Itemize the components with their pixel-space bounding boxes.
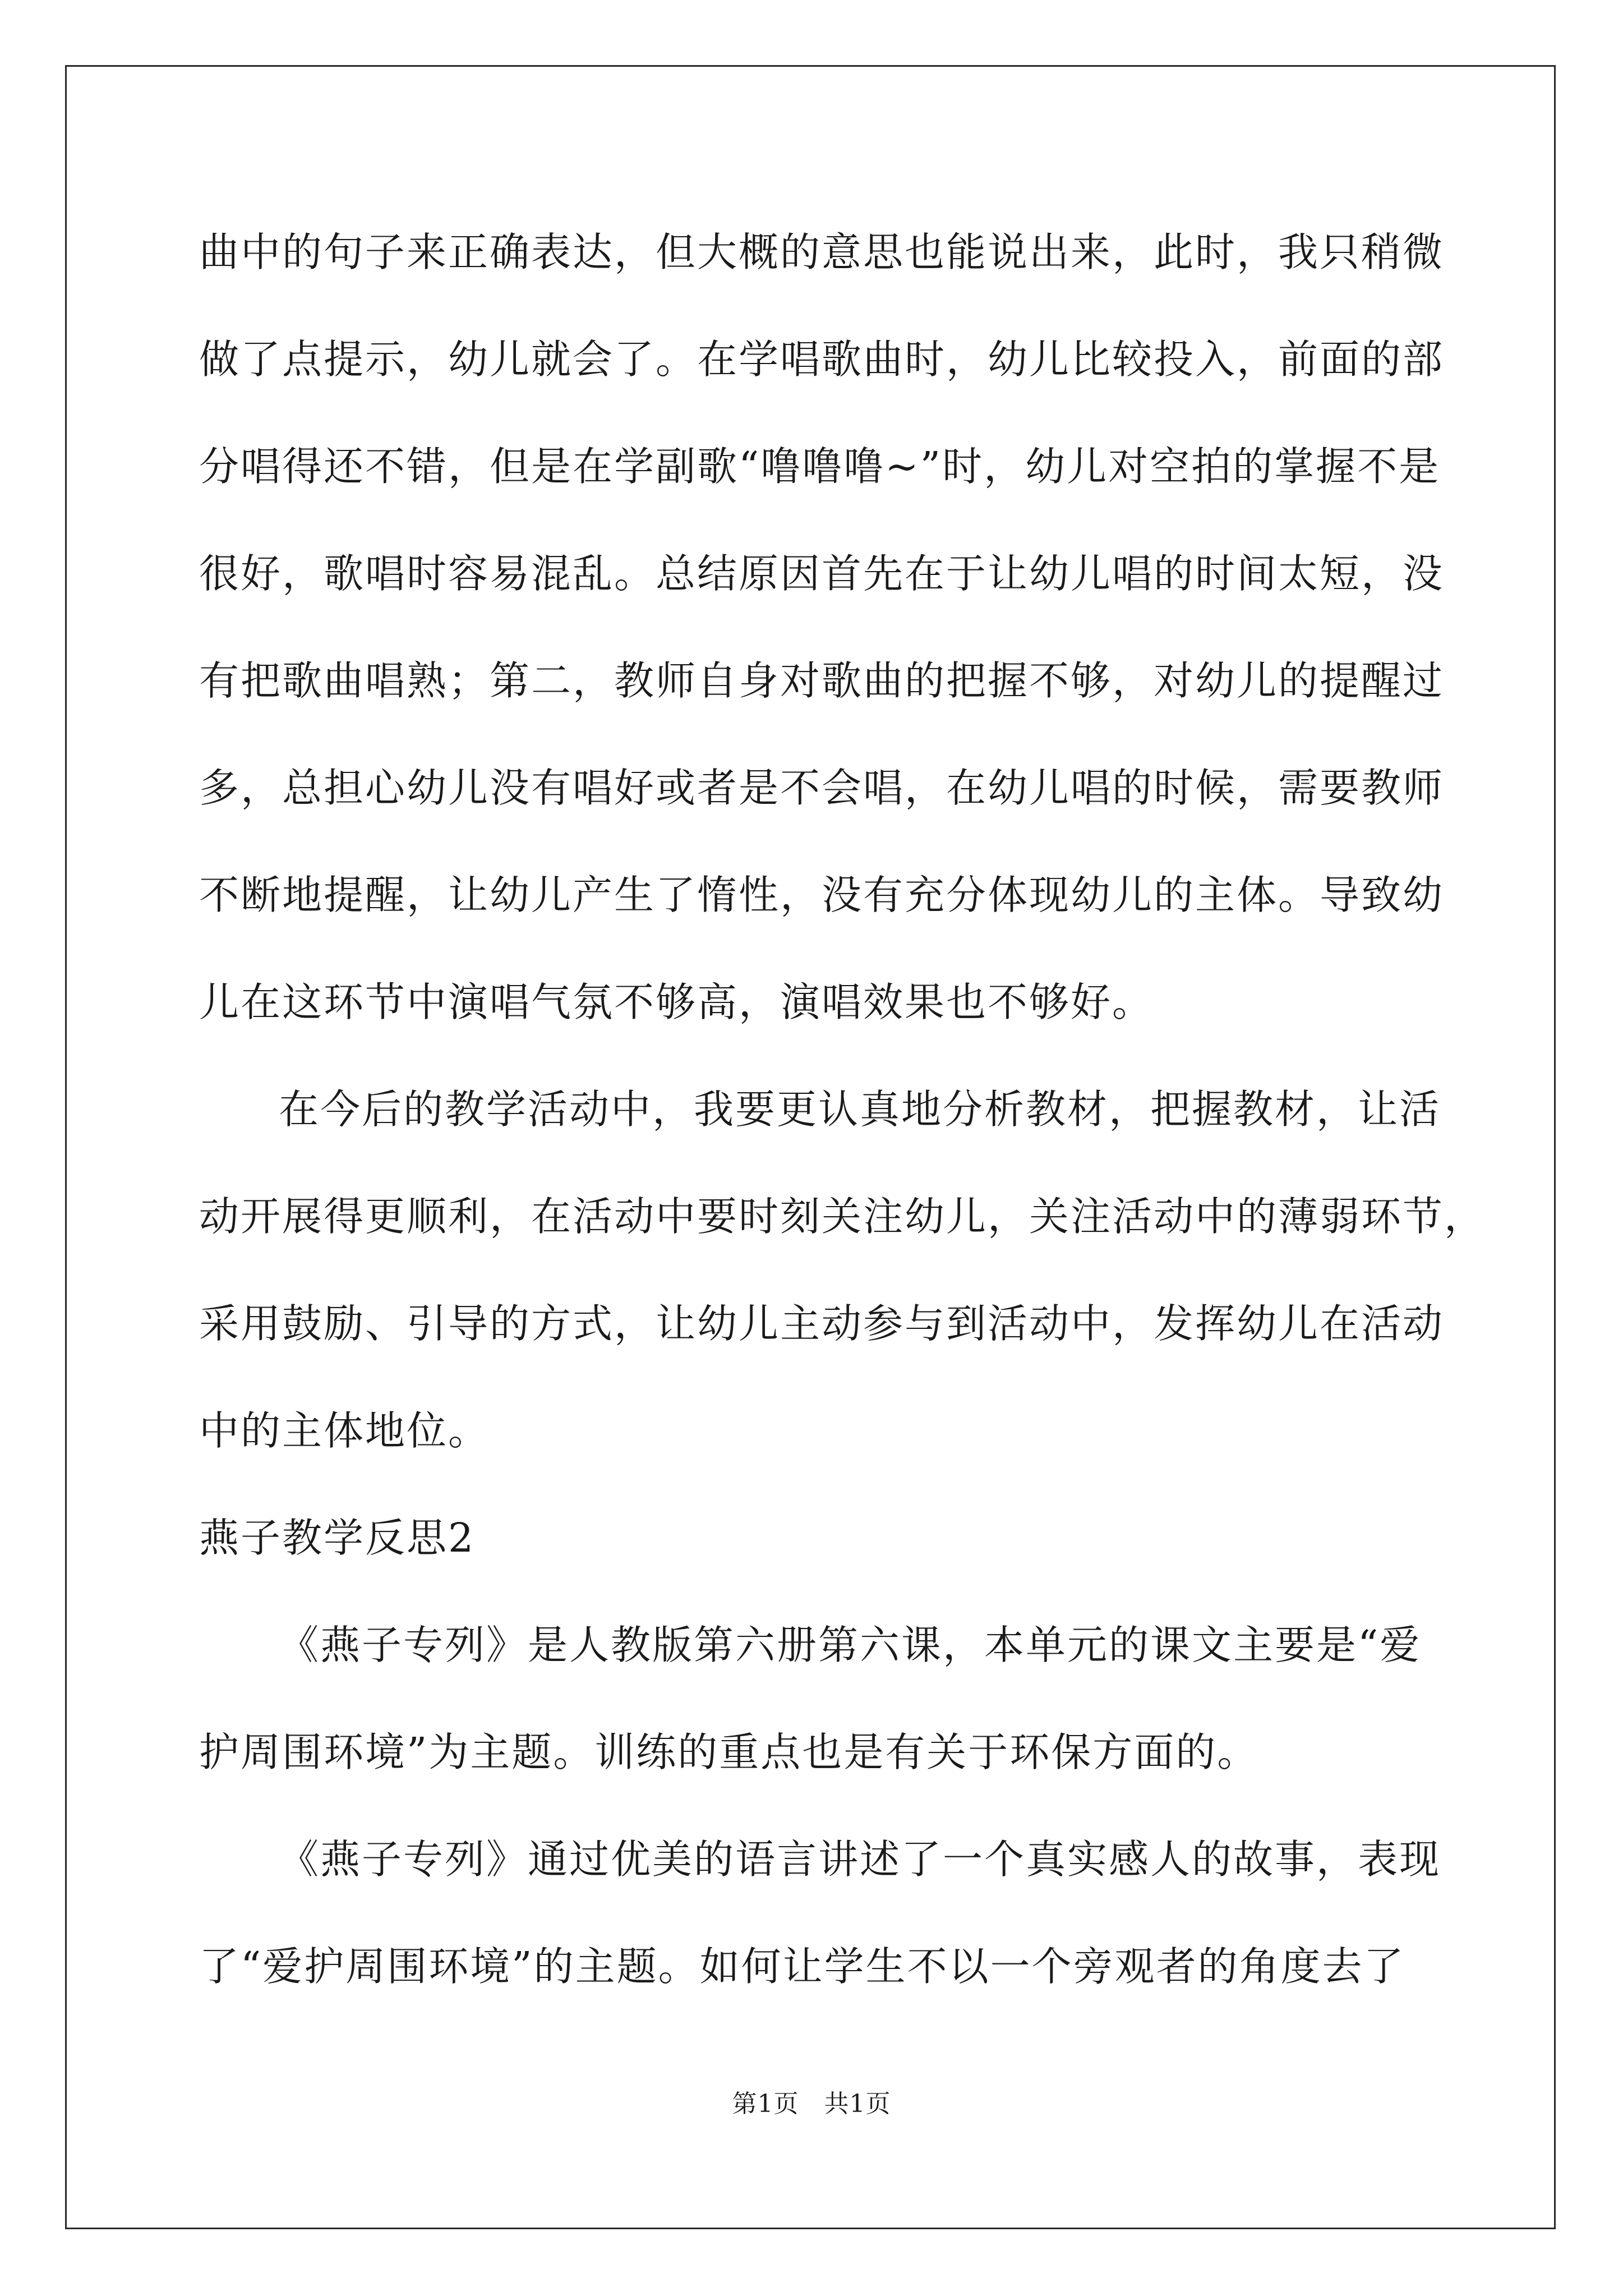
text-line: 分唱得还不错，但是在学副歌“噜噜噜~”时，幼儿对空拍的掌握不是 bbox=[199, 443, 1441, 490]
text-line: 采用鼓励、引导的方式，让幼儿主动参与到活动中，发挥幼儿在活动 bbox=[199, 1300, 1445, 1347]
paragraph-first-line: 《燕子专列》是人教版第六册第六课，本单元的课文主要是“爱 bbox=[279, 1622, 1422, 1668]
text-line: 不断地提醒，让幼儿产生了惰性，没有充分体现幼儿的主体。导致幼 bbox=[199, 872, 1445, 918]
paragraph-first-line: 在今后的教学活动中，我要更认真地分析教材，把握教材，让活 bbox=[279, 1086, 1441, 1133]
paragraph-first-line: 《燕子专列》通过优美的语言讲述了一个真实感人的故事，表现 bbox=[279, 1836, 1441, 1883]
text-line: 中的主体地位。 bbox=[199, 1407, 490, 1454]
text-line: 做了点提示，幼儿就会了。在学唱歌曲时，幼儿比较投入，前面的部 bbox=[199, 336, 1445, 383]
text-line: 很好，歌唱时容易混乱。总结原因首先在于让幼儿唱的时间太短，没 bbox=[199, 550, 1445, 597]
text-line: 儿在这环节中演唱气氛不够高，演唱效果也不够好。 bbox=[199, 979, 1154, 1025]
text-line: 护周围环境”为主题。训练的重点也是有关于环保方面的。 bbox=[199, 1729, 1259, 1775]
text-line: 多，总担心幼儿没有唱好或者是不会唱，在幼儿唱的时候，需要教师 bbox=[199, 765, 1445, 811]
text-line: 了“爱护周围环境”的主题。如何让学生不以一个旁观者的角度去了 bbox=[199, 1943, 1405, 1990]
text-line: 曲中的句子来正确表达，但大概的意思也能说出来，此时，我只稍微 bbox=[199, 229, 1445, 275]
page-footer: 第1页 共1页 bbox=[732, 2090, 891, 2118]
text-line: 动开展得更顺利，在活动中要时刻关注幼儿，关注活动中的薄弱环节， bbox=[199, 1193, 1486, 1240]
text-line: 有把歌曲唱熟；第二，教师自身对歌曲的把握不够，对幼儿的提醒过 bbox=[199, 657, 1445, 704]
page-border bbox=[65, 65, 1556, 2229]
section-heading: 燕子教学反思2 bbox=[199, 1515, 476, 1561]
